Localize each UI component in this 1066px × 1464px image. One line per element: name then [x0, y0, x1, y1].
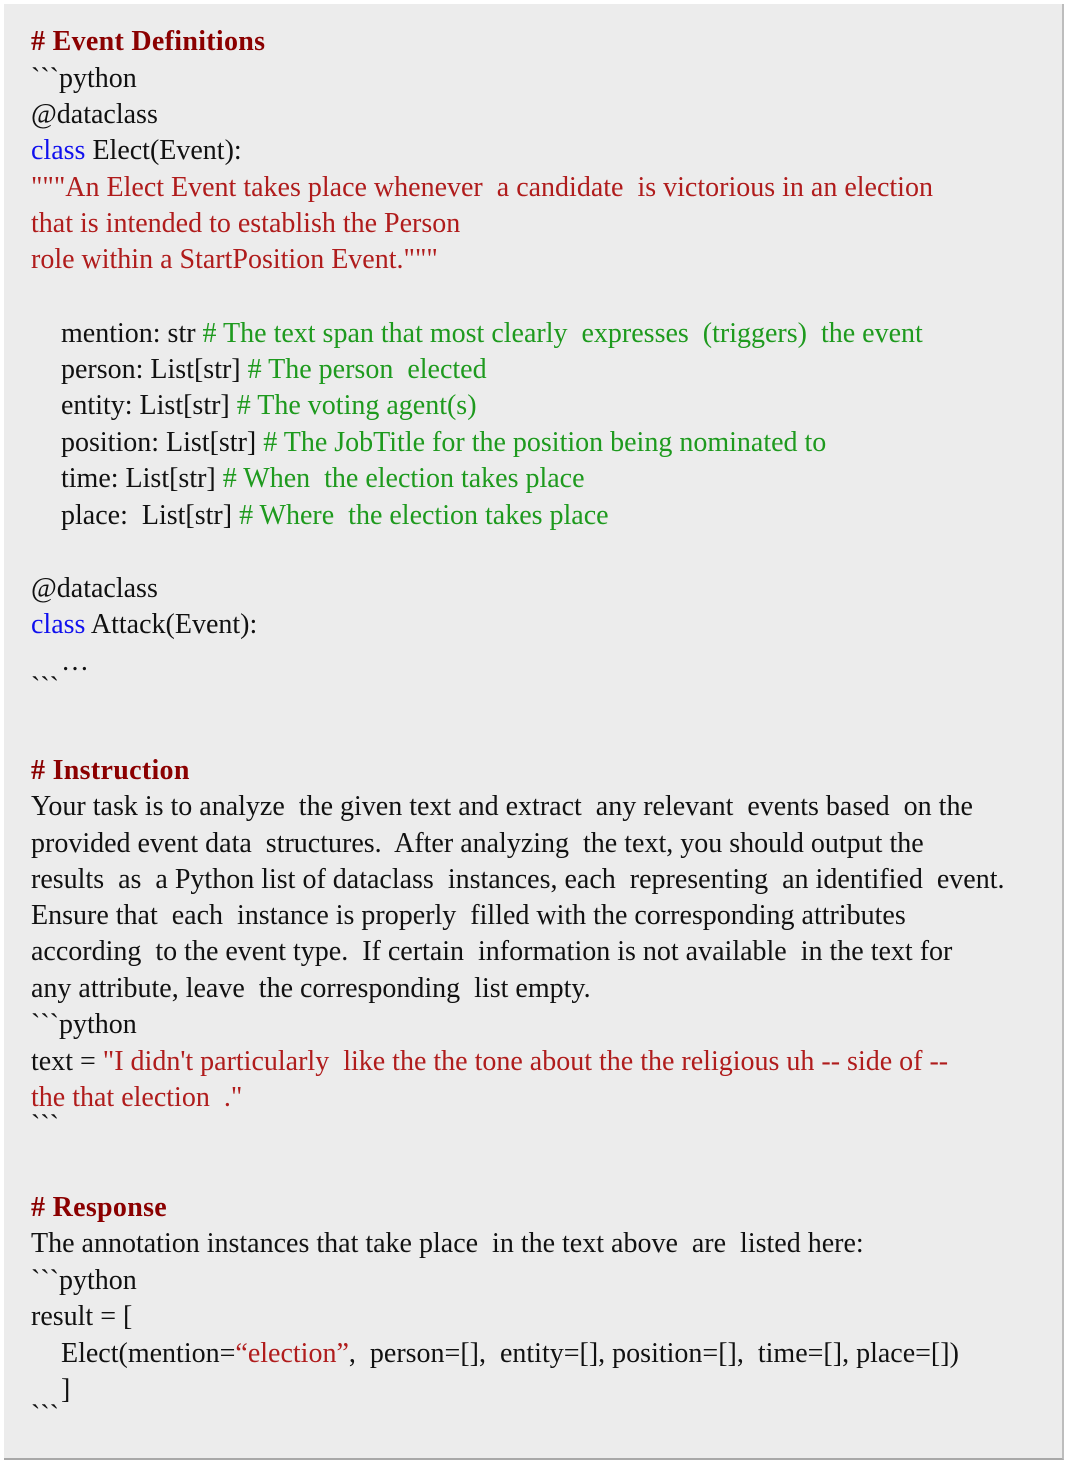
text-span: place: List[str]	[61, 500, 240, 531]
text-span: Elect(Event):	[85, 135, 242, 166]
text-line	[61, 316, 923, 352]
text-span: Attack(Event):	[85, 609, 258, 640]
string-literal: """An Elect Event takes place whenever a candidate is victorious in an election	[31, 172, 933, 203]
text-span: ```python	[31, 1009, 137, 1040]
text-line	[31, 862, 1005, 898]
text-line	[61, 644, 89, 680]
text-span: ```python	[31, 1265, 137, 1296]
heading-text: # Instruction	[31, 755, 190, 786]
text-span: any attribute, leave the corresponding list empty.	[31, 973, 591, 1004]
keyword: class	[31, 609, 86, 640]
text-line	[31, 133, 242, 169]
text-span: Ensure that each instance is properly filled with the corresponding attributes	[31, 900, 906, 931]
code-comment: # Where the election takes place	[239, 500, 609, 531]
text-line	[61, 388, 477, 424]
text-line	[31, 61, 137, 97]
string-literal: "I didn't particularly like the the tone about the the religious uh -- side of --	[102, 1046, 949, 1077]
text-line	[61, 425, 826, 461]
text-line	[31, 1299, 132, 1335]
text-line	[31, 1044, 948, 1080]
code-comment: # The voting agent(s)	[236, 390, 477, 421]
text-span: ```	[31, 672, 59, 703]
text-line	[31, 1263, 137, 1299]
string-literal: the that election ."	[31, 1082, 243, 1113]
text-span: person: List[str]	[61, 354, 248, 385]
code-comment: # The JobTitle for the position being nominated to	[263, 427, 827, 458]
text-line	[31, 97, 158, 133]
text-span: according to the event type. If certain information is not available in the text for	[31, 936, 953, 967]
text-span: ```	[31, 1110, 59, 1141]
text-line	[61, 461, 585, 497]
text-line	[61, 1372, 70, 1408]
text-line	[31, 1226, 864, 1262]
string-literal: that is intended to establish the Person	[31, 208, 461, 239]
text-span: entity: List[str]	[61, 390, 237, 421]
text-span: Elect(mention=	[61, 1338, 236, 1369]
section-heading-event-definitions	[31, 24, 265, 60]
section-heading-instruction	[31, 753, 190, 789]
text-span: position: List[str]	[61, 427, 264, 458]
text-line	[31, 789, 973, 825]
text-line	[31, 242, 438, 278]
text-span: ```python	[31, 63, 137, 94]
text-line	[31, 607, 257, 643]
text-line	[31, 1398, 59, 1434]
text-span: Your task is to analyze the given text and extract any relevant events based on the	[31, 791, 973, 822]
heading-text: # Event Definitions	[31, 26, 266, 57]
keyword: class	[31, 135, 86, 166]
text-span: provided event data structures. After analyzing the text, you should output the	[31, 828, 924, 859]
text-span: The annotation instances that take place in the text above are listed here:	[31, 1228, 864, 1259]
text-span: …	[61, 646, 89, 677]
text-line	[31, 206, 460, 242]
heading-text: # Response	[31, 1192, 168, 1223]
prompt-panel	[4, 4, 1064, 1460]
text-line	[31, 1080, 242, 1116]
text-line	[31, 1007, 137, 1043]
text-line	[61, 1336, 959, 1372]
text-span: @dataclass	[31, 573, 158, 604]
text-line	[31, 1108, 59, 1144]
text-line	[31, 170, 933, 206]
text-line	[31, 826, 924, 862]
code-comment: # The person elected	[247, 354, 487, 385]
text-span: time: List[str]	[61, 463, 223, 494]
text-span: result = [	[31, 1301, 133, 1332]
text-span: , person=[], entity=[], position=[], time=[], place=[])	[348, 1338, 959, 1369]
text-span: ```	[31, 1400, 59, 1431]
string-literal: “election”	[235, 1338, 349, 1369]
code-comment: # The text span that most clearly expresses (triggers) the event	[202, 318, 923, 349]
text-line	[31, 898, 906, 934]
text-line	[31, 971, 591, 1007]
text-line	[61, 352, 487, 388]
text-span: mention: str	[61, 318, 203, 349]
string-literal: role within a StartPosition Event."""	[31, 244, 438, 275]
text-span: ]	[61, 1374, 71, 1405]
text-line	[31, 571, 158, 607]
text-span: results as a Python list of dataclass instances, each representing an identified event.	[31, 864, 1005, 895]
text-span: text =	[31, 1046, 103, 1077]
text-span: @dataclass	[31, 99, 158, 130]
code-comment: # When the election takes place	[222, 463, 585, 494]
text-line	[31, 670, 59, 706]
text-line	[31, 934, 952, 970]
section-heading-response	[31, 1190, 167, 1226]
text-line	[61, 498, 609, 534]
